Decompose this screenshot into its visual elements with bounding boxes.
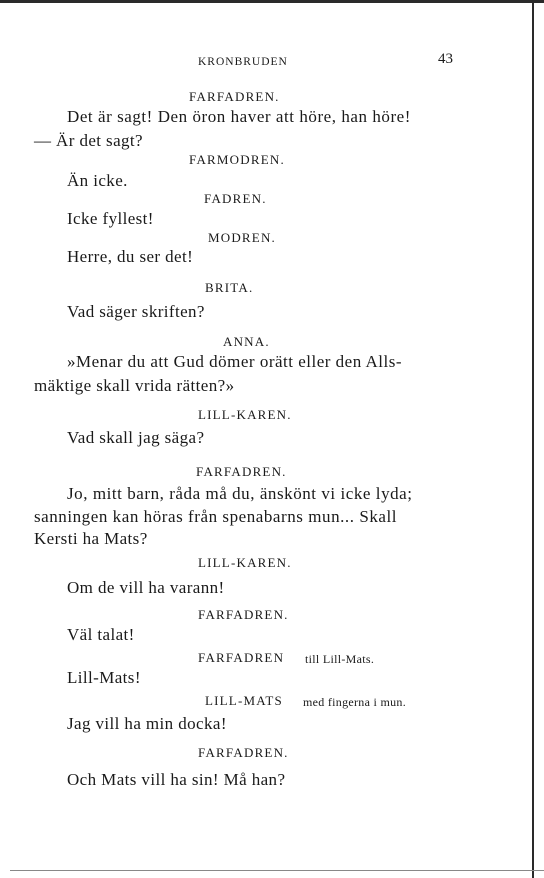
dialogue-line: Väl talat!: [67, 625, 135, 644]
page-edge-right: [532, 0, 534, 878]
page-edge-bottom: [10, 870, 544, 871]
speaker-name: FARFADREN.: [189, 89, 280, 104]
speaker-name: LILL-KAREN.: [198, 555, 292, 570]
page-number: 43: [438, 51, 453, 67]
speaker-name: LILL-KAREN.: [198, 407, 292, 422]
speaker-name: FARFADREN.: [196, 464, 287, 479]
dialogue-line: Vad skall jag säga?: [67, 428, 205, 447]
dialogue-line: Kersti ha Mats?: [34, 529, 148, 548]
page-edge-top: [0, 0, 544, 3]
dialogue-line: sanningen kan höras från spenabarns mun... Skall: [34, 507, 398, 526]
stage-direction: till Lill-Mats.: [305, 652, 375, 666]
speaker-name: FARFADREN.: [198, 745, 289, 760]
dialogue-line: Än icke.: [67, 171, 128, 190]
dialogue-line: Om de vill ha varann!: [67, 578, 225, 597]
stage-direction: med fingerna i mun.: [303, 695, 407, 709]
dialogue-line: Och Mats vill ha sin! Må han?: [67, 770, 286, 789]
dialogue-line: »Menar du att Gud dömer orätt eller den Alls-: [67, 352, 403, 371]
speaker-name: ANNA.: [223, 334, 270, 349]
dialogue-line: Icke fyllest!: [67, 209, 154, 228]
dialogue-line: Lill-Mats!: [67, 668, 141, 687]
running-title: KRONBRUDEN: [198, 56, 288, 68]
dialogue-line: Jo, mitt barn, råda må du, änskönt vi icke lyda;: [67, 484, 413, 503]
speaker-name: LILL-MATS: [205, 693, 283, 708]
dialogue-line: Det är sagt! Den öron haver att höre, han höre!: [67, 107, 411, 126]
dialogue-line: Herre, du ser det!: [67, 247, 194, 266]
speaker-name: FADREN.: [204, 191, 267, 206]
speaker-name: MODREN.: [208, 230, 276, 245]
dialogue-line: — Är det sagt?: [34, 131, 143, 150]
speaker-name: FARMODREN.: [189, 152, 285, 167]
dialogue-line: Vad säger skriften?: [67, 302, 205, 321]
speaker-name: BRITA.: [205, 280, 254, 295]
dialogue-line: Jag vill ha min docka!: [67, 714, 227, 733]
speaker-name: FARFADREN.: [198, 607, 289, 622]
dialogue-line: mäktige skall vrida rätten?»: [34, 376, 235, 395]
speaker-name: FARFADREN: [198, 650, 285, 665]
